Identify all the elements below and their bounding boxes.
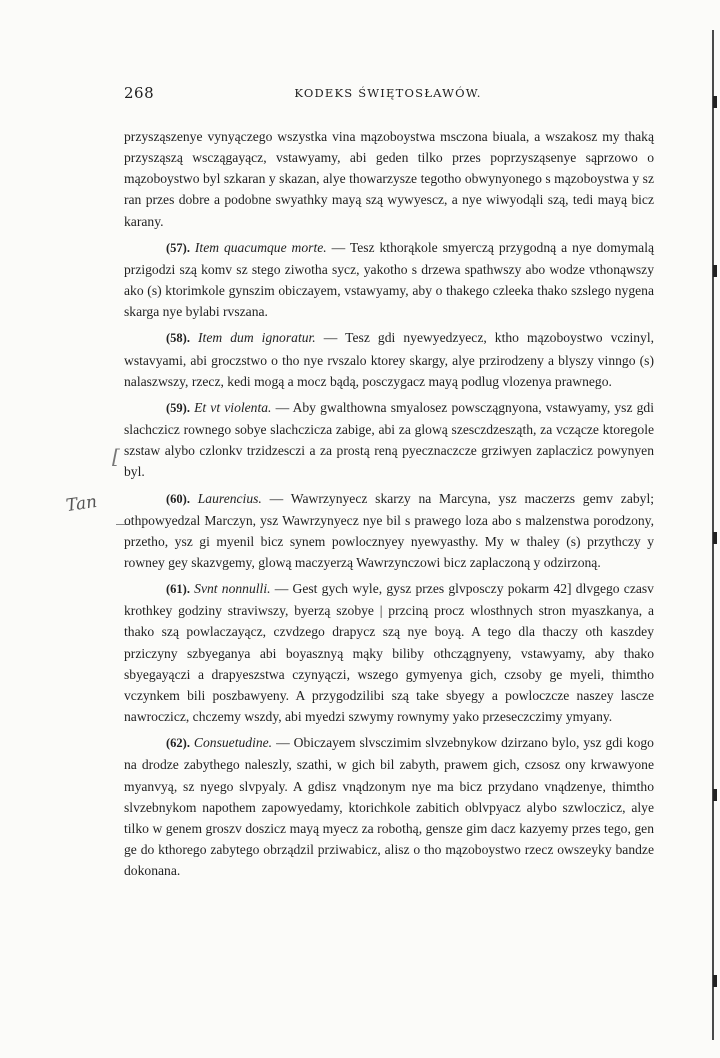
section-title: Laurencius. bbox=[197, 490, 262, 506]
margin-bracket-mark: [ bbox=[112, 444, 120, 468]
page-header bbox=[124, 84, 652, 106]
section-number: (57). bbox=[166, 240, 190, 255]
section-text: — Obiczayem slvsczimim slvzebnykow dzirzano bylo, ysz gdi kogo na drodze zabythego naleszly, szathi, w gich bil zabyth, prawem gich, czsosz ony krwawyone myanvyą, sz nyego slvpyaly. A gdisz vnądzonym nye ma bicz przydano vnądzenye, thimtho slvzebnykom napothem zapowyedamy, ktorichkole zabitich oblvpyacz alybo szwloczicz, alye tilko w genem groszv doszicz mayą myecz za robothą, gensze gim dacz kazyemy przes tego, gen ge do kthorego zabytego obrządzil prziwabicz, alisz o tho mązoboystwo rzecz owszeyky bandze dokonana. bbox=[124, 735, 654, 879]
section-57 bbox=[124, 237, 654, 323]
scan-edge-mark bbox=[713, 789, 717, 801]
section-60 bbox=[124, 488, 654, 574]
section-text: — Tesz kthorąkole smyerczą przygodną a nye domymalą przigodzi szą komv sz stego ziwotha sycz, yakotho s drzewa spathwszy abo wodze vthonąwszy ako (s) ktorimkole gynszim obiczayem, vstawyamy, aby o thakego czleeka thako szslego nygena skarga nye bylabi rvszana. bbox=[124, 239, 654, 320]
page-number: 268 bbox=[124, 84, 155, 102]
section-number: (59). bbox=[166, 400, 190, 415]
section-text: — Gest gych wyle, gysz przes glvposczy pokarm 42] dlvgego czasv krothkey godziny straviwszy, byerzą szobye | przciną procz wlosthnych stron myaszkanya, a thako szą powlaczayącz, czvdzego drapycz szą nye boyą. A tego dla thaczy oth kaszdey prziczyny szbyeganya abi boyasznyą mąky biliby othczągnyeny, vstawyamy, aby thako sbyegayączi a drapyeszstwa czynyączi, wszego gymyenya gich, czsoby ge myeli, thimtho vczynkem bili poszbawyeny. A przygodzilibi szą take sbyegy a powloczсze naszey lascze nawroczicz, chczemy wszdy, abi myedzi szwymy rownymy yako przeseсzczimy ymyany. bbox=[124, 581, 654, 725]
section-title: Item dum ignoratur. bbox=[198, 330, 316, 346]
scan-edge-mark bbox=[713, 975, 717, 987]
section-title: Consuetudine. bbox=[193, 735, 273, 751]
section-text: — Tesz gdi nyewyedzyecz, ktho mązoboystwo vczinyl, wstavyami, abi groczstwo o tho nye rvszalo ktorey skargy, alye przirodzeny a blyszy vinngo (s) nalaszwszy, rzecz, kedi mogą a mocz bądą, posczygacz mayą podlug vlozenya prawnego. bbox=[124, 330, 655, 389]
scan-edge-mark bbox=[713, 265, 717, 277]
margin-handwritten-note: Tan bbox=[64, 491, 99, 517]
section-62 bbox=[124, 732, 654, 881]
section-title: Et vt violenta. bbox=[194, 399, 272, 415]
section-number: (60). bbox=[166, 491, 190, 506]
section-number: (61). bbox=[166, 582, 190, 597]
paragraph-text: przysząszenye vynyączego wszystka vina mązoboystwa msczona biuala, a wszakosz my thaką przysząszą wsczągayącz, vstawyamy, abi geden tilko przes poprzysząsenye sąprzowo o mązoboystwo byl szkaran y skazan, alye thowarzysze tegotho obwynyonego s mązoboystwa y sz ran przes dobre a podobne swyathky mayą szą wywyescz, a nye wiwyodąli szą, tedi mayą bicz karany. bbox=[124, 129, 654, 229]
section-title: Item quacumque morte. bbox=[194, 239, 327, 255]
section-61 bbox=[124, 578, 654, 727]
body-text bbox=[124, 126, 654, 881]
scan-edge-mark bbox=[713, 96, 717, 108]
paragraph-continuation bbox=[124, 126, 654, 232]
section-number: (58). bbox=[166, 331, 190, 346]
section-text: — Aby gwalthowna smyalosez powsczągnyona, vstawyamy, ysz gdi slachczicz rownego sobye slachczicza zabige, abi za glową szesczdzesząth, za vcząсze ktoregole szstaw alybo czlonkv trzidzesczi a za prostą reną pyecznaczсze grziwyen zaplaczicz powynyen byl. bbox=[124, 399, 655, 480]
section-58 bbox=[124, 327, 654, 391]
section-number: (62). bbox=[166, 736, 190, 751]
section-59 bbox=[124, 397, 654, 483]
section-title: Svnt nonnulli. bbox=[194, 581, 271, 597]
running-head: KODEKS ŚWIĘTOSŁAWÓW. bbox=[294, 86, 482, 100]
section-text: — Wawrzynyecz skarzy na Marcyna, ysz maczerzs gemv zabyl; othpowyedzal Marczyn, ysz Wawrzynyecz nye bil s prawego loza abo s malzenstwa porodzony, przetho, ysz gi myenil bicz synem powlocznyey nyewyasthy. My w thaley (s) przythczy y rowney gey skazvgemy, glową maczyerzą Wawrzynczowi bicz zaplaczoną y odzirzoną. bbox=[124, 490, 655, 570]
scan-edge-mark bbox=[713, 532, 717, 544]
